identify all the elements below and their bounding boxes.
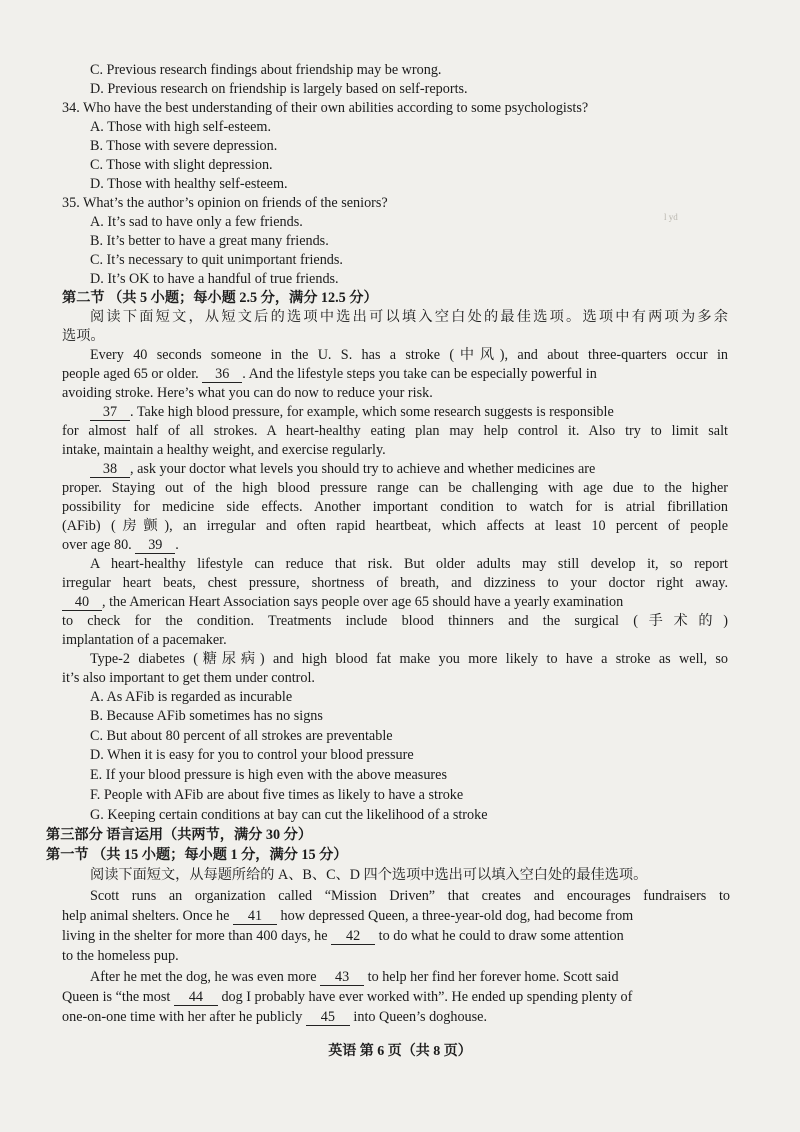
passage-p3-line3: possibility for medicine side effects. Another important condition to watch for is atrial fibrillation	[62, 499, 728, 515]
section2-instructions-line2: 选项。	[62, 328, 105, 344]
part3-heading: 第三部分 语言运用（共两节，满分 30 分）	[46, 827, 313, 843]
option-d: D. When it is easy for you to control your blood pressure	[90, 747, 414, 763]
option-a: A. As AFib is regarded as incurable	[90, 689, 293, 705]
blank-39: 39	[135, 537, 175, 554]
scan-smudge: l yd	[664, 212, 678, 222]
passage-text: into Queen’s doghouse.	[353, 1009, 488, 1025]
blank-45: 45	[306, 1009, 350, 1026]
page-footer: 英语 第 6 页（共 8 页）	[328, 1044, 472, 1059]
part3-instructions: 阅读下面短文，从每题所给的 A、B、C、D 四个选项中选出可以填入空白处的最佳选项。	[90, 867, 648, 883]
passage-text: to do what he could to draw some attention	[378, 928, 624, 944]
q33-option-c: C. Previous research findings about friendship may be wrong.	[90, 62, 442, 78]
passage-p1-line2	[62, 365, 597, 384]
passage-text: over age 80.	[62, 537, 132, 553]
option-g: G. Keeping certain conditions at bay can cut the likelihood of a stroke	[90, 807, 488, 823]
passage-p3-line4: (AFib) (房颤), an irregular and often rapid heartbeat, which affects at least 10 percent of people	[62, 518, 728, 534]
blank-44: 44	[174, 989, 218, 1006]
passage-p5-line2: it’s also important to get them under control.	[62, 670, 315, 686]
blank-38: 38	[90, 461, 130, 478]
blank-43: 43	[320, 969, 364, 986]
passage-p4-line2: irregular heart beats, chest pressure, shortness of breath, and dizziness to your doctor right away.	[62, 575, 728, 591]
passage-text: one-on-one time with her after he publicly	[62, 1009, 303, 1025]
passage-text: After he met the dog, he was even more	[90, 969, 317, 985]
passage-p3-line2: proper. Staying out of the high blood pressure range can be challenging with age due to the higher	[62, 480, 728, 496]
option-f: F. People with AFib are about five times as likely to have a stroke	[90, 787, 464, 803]
passage-text: to help her find her forever home. Scott said	[367, 969, 619, 985]
passage-text: how depressed Queen, a three-year-old dog, had become from	[280, 908, 634, 924]
q34-option-d: D. Those with healthy self-esteem.	[90, 176, 288, 192]
passage-p2-line3: intake, maintain a healthy weight, and exercise regularly.	[62, 442, 386, 458]
passage-p1-line1: Every 40 seconds someone in the U. S. has a stroke (中风), and about three-quarters occur in	[90, 347, 728, 363]
passage-text: . And the lifestyle steps you take can be especially powerful in	[242, 366, 597, 382]
option-b: B. Because AFib sometimes has no signs	[90, 708, 323, 724]
passage-p2-line2: for almost half of all strokes. A heart-healthy eating plan may help control it. Also try to limit salt	[62, 423, 728, 439]
passage-p4-line3	[62, 593, 623, 612]
blank-42: 42	[331, 928, 375, 945]
passage-text: , ask your doctor what levels you should try to achieve and whether medicines are	[130, 461, 596, 477]
passage-p3-line5	[62, 536, 179, 555]
cloze-line4: to the homeless pup.	[62, 948, 179, 964]
section2-instructions-line1: 阅读下面短文，从短文后的选项中选出可以填入空白处的最佳选项。选项中有两项为多余	[90, 309, 728, 325]
passage-text: living in the shelter for more than 400 days, he	[62, 928, 328, 944]
cloze-line2	[62, 907, 633, 926]
cloze-line5	[90, 968, 619, 987]
cloze-line1: Scott runs an organization called “Mission Driven” that creates and encourages fundraisers to	[90, 888, 730, 904]
q34-option-b: B. Those with severe depression.	[90, 138, 278, 154]
cloze-line7	[62, 1008, 487, 1027]
passage-text: . Take high blood pressure, for example, which some research suggests is responsible	[130, 404, 614, 420]
blank-41: 41	[233, 908, 277, 925]
blank-36: 36	[202, 366, 242, 383]
passage-p4-line1: A heart-healthy lifestyle can reduce that risk. But older adults may still develop it, so report	[90, 556, 728, 572]
passage-text: , the American Heart Association says people over age 65 should have a yearly examination	[102, 594, 624, 610]
part3-section1-heading: 第一节 （共 15 小题；每小题 1 分，满分 15 分）	[46, 847, 348, 863]
blank-37: 37	[90, 404, 130, 421]
passage-p2-line1	[90, 403, 614, 422]
section2-heading: 第二节 （共 5 小题；每小题 2.5 分，满分 12.5 分）	[62, 290, 378, 306]
passage-text: help animal shelters. Once he	[62, 908, 230, 924]
q35-option-a: A. It’s sad to have only a few friends.	[90, 214, 303, 230]
q34-option-a: A. Those with high self-esteem.	[90, 119, 271, 135]
passage-p1-line3: avoiding stroke. Here’s what you can do now to reduce your risk.	[62, 385, 433, 401]
blank-40: 40	[62, 594, 102, 611]
passage-text: people aged 65 or older.	[62, 366, 199, 382]
q34-stem: 34. Who have the best understanding of their own abilities according to some psychologists?	[62, 100, 589, 116]
q35-stem: 35. What’s the author’s opinion on friends of the seniors?	[62, 195, 388, 211]
passage-text: Queen is “the most	[62, 989, 171, 1005]
cloze-line6	[62, 988, 632, 1007]
q35-option-b: B. It’s better to have a great many friends.	[90, 233, 329, 249]
q35-option-d: D. It’s OK to have a handful of true friends.	[90, 271, 339, 287]
passage-text: dog I probably have ever worked with”. He ended up spending plenty of	[221, 989, 633, 1005]
q34-option-c: C. Those with slight depression.	[90, 157, 273, 173]
passage-p5-line1: Type-2 diabetes (糖尿病) and high blood fat make you more likely to have a stroke as well, so	[90, 651, 728, 667]
q35-option-c: C. It’s necessary to quit unimportant friends.	[90, 252, 343, 268]
passage-p4-line4: to check for the condition. Treatments include blood thinners and the surgical (手术的)	[62, 613, 728, 629]
cloze-line3	[62, 927, 624, 946]
option-c: C. But about 80 percent of all strokes are preventable	[90, 728, 393, 744]
passage-text: .	[175, 537, 179, 553]
passage-p3-line1	[90, 460, 595, 479]
q33-option-d: D. Previous research on friendship is largely based on self-reports.	[90, 81, 468, 97]
option-e: E. If your blood pressure is high even with the above measures	[90, 767, 447, 783]
passage-p4-line5: implantation of a pacemaker.	[62, 632, 227, 648]
